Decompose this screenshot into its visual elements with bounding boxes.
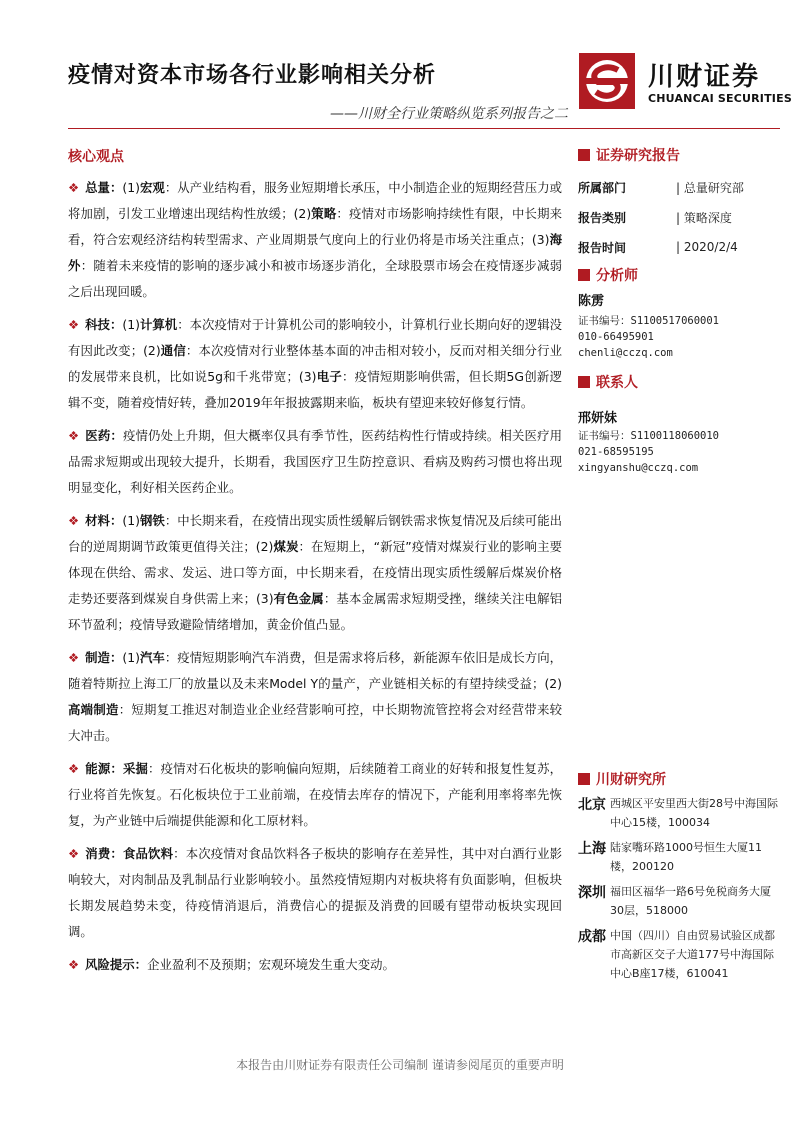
diamond-bullet-icon: ❖ bbox=[68, 428, 80, 443]
core-view-paragraph bbox=[68, 423, 562, 501]
term-label: 通信 bbox=[160, 343, 186, 358]
term-label: 宏观 bbox=[139, 180, 165, 195]
term-label: 电子 bbox=[316, 369, 343, 384]
institute-block bbox=[578, 768, 788, 989]
term-label: 风险提示： bbox=[85, 957, 148, 972]
chuancai-logo-icon bbox=[578, 52, 636, 110]
core-view-paragraph bbox=[68, 508, 562, 638]
office-shenzhen: 深圳 福田区福华一路6号免税商务大厦30层，518000 bbox=[578, 885, 771, 917]
paragraph-text: ：本次疫情对于计算机公司的影响较小，计算机行业长期向好的逻辑没有因此改变；(2) bbox=[68, 317, 563, 358]
term-label: 海外 bbox=[68, 232, 562, 273]
term-label: 汽车 bbox=[139, 650, 165, 665]
core-view-paragraph bbox=[68, 312, 562, 416]
info-row-category: 报告类别 | 策略深度 bbox=[578, 210, 732, 225]
paragraph-text: ：随着未来疫情的影响的逐步减小和被市场逐步消化，全球股票市场会在疫情逐步减弱之后出现回暖。 bbox=[68, 258, 563, 299]
term-label: 有色金属 bbox=[273, 591, 324, 606]
paragraph-text: ：疫情对市场影响持续性有限，中长期来看，符合宏观经济结构转型需求、产业周期景气度向上的行业仍将是市场关注重点；(3) bbox=[68, 206, 563, 247]
core-view-paragraph bbox=[68, 841, 562, 945]
paragraph-text: ：本次疫情对食品饮料各子板块的影响存在差异性，其中对白酒行业影响较大，对肉制品及乳制品行业影响较小。虽然疫情短期内对板块将有负面影响，但板块长期发展趋势未变，待疫情消退后，消费信心的提振及消费的回暖有望带动板块实现回调。 bbox=[68, 846, 563, 939]
contact-name: 邢妍妹 bbox=[578, 411, 618, 426]
diamond-bullet-icon: ❖ bbox=[68, 317, 80, 332]
square-bullet-icon bbox=[578, 269, 590, 281]
header-divider bbox=[68, 128, 780, 129]
paragraph-text: ：疫情短期影响汽车消费，但是需求将后移，新能源车依旧是成长方向，随着特斯拉上海工厂的放量以及未来Model Y的量产，产业链相关标的有望持续受益；(2) bbox=[68, 650, 563, 691]
paragraph-text: ：本次疫情对行业整体基本面的冲击相对较小，反而对相关细分行业的发展带来良机，比如说5g和千兆带宽；(3) bbox=[68, 343, 563, 384]
office-shanghai: 上海 陆家嘴环路1000号恒生大厦11楼，200120 bbox=[578, 841, 762, 873]
diamond-bullet-icon: ❖ bbox=[68, 180, 80, 195]
term-label: 科技： bbox=[85, 317, 123, 332]
office-chengdu: 成都 中国（四川）自由贸易试验区成都市高新区交子大道177号中海国际中心B座17楼，610041 bbox=[578, 929, 775, 980]
core-views-body bbox=[68, 175, 562, 985]
office-beijing: 北京 西城区平安里西大街28号中海国际中心15楼，100034 bbox=[578, 797, 778, 829]
contact-section-heading: 联系人 bbox=[578, 371, 788, 393]
term-label: 采掘 bbox=[122, 761, 149, 776]
paragraph-text: ：在短期上，“新冠”疫情对煤炭行业的影响主要体现在供给、需求、发运、进口等方面，中长期来看，在疫情出现实质性缓解后煤炭价格走势还要落到煤炭自身供需上来；(3) bbox=[68, 539, 562, 606]
paragraph-text: (1) bbox=[122, 180, 140, 195]
contact-email[interactable]: xingyanshu@cczq.com bbox=[578, 462, 699, 474]
footer-disclaimer: 本报告由川财证券有限责任公司编制 谨请参阅尾页的重要声明 bbox=[236, 1058, 564, 1072]
diamond-bullet-icon: ❖ bbox=[68, 650, 80, 665]
paragraph-text: 企业盈利不及预期；宏观环境发生重大变动。 bbox=[147, 957, 395, 972]
logo-chinese-text: 川财证券 bbox=[648, 62, 761, 92]
contact-phone: 021-68595195 bbox=[578, 446, 654, 458]
paragraph-text: ：疫情对石化板块的影响偏向短期，后续随着工商业的好转和报复性复苏，行业将首先恢复。石化板块位于工业前端，在疫情去库存的情况下，产能利用率将率先恢复，为产业链中后端提供能源和化工原材料。 bbox=[68, 761, 563, 828]
paragraph-text: ：从产业结构看，服务业短期增长承压，中小制造企业的短期经营压力或将加剧，引发工业增速出现结构性放缓；(2) bbox=[68, 180, 563, 221]
institute-section-heading: 川财研究所 bbox=[578, 768, 788, 790]
core-views-heading: 核心观点 bbox=[68, 149, 124, 165]
core-view-paragraph bbox=[68, 952, 562, 978]
term-label: 医药： bbox=[85, 428, 123, 443]
term-label: 食品饮料 bbox=[122, 846, 174, 861]
term-label: 钢铁 bbox=[139, 513, 165, 528]
term-label: 消费： bbox=[85, 846, 123, 861]
term-label: 制造： bbox=[85, 650, 123, 665]
analyst-section-heading: 分析师 bbox=[578, 264, 788, 286]
term-label: 材料： bbox=[85, 513, 123, 528]
diamond-bullet-icon: ❖ bbox=[68, 513, 80, 528]
paragraph-text: (1) bbox=[122, 513, 140, 528]
company-logo bbox=[578, 52, 792, 112]
paragraph-text: ：疫情短期影响供需，但长期5G创新逻辑不变，随着疫情好转，叠加2019年年报披露期来临，板块有望迎来较好修复行情。 bbox=[68, 369, 562, 410]
core-view-paragraph bbox=[68, 756, 562, 834]
analyst-name: 陈雳 bbox=[578, 294, 605, 309]
term-label: 总量： bbox=[85, 180, 123, 195]
term-label: 策略 bbox=[311, 206, 337, 221]
paragraph-text: ：中长期来看，在疫情出现实质性缓解后钢铁需求恢复情况及后续可能出台的逆周期调节政策更值得关注；(2) bbox=[68, 513, 563, 554]
core-view-paragraph bbox=[68, 645, 562, 749]
report-title: 疫情对资本市场各行业影响相关分析 bbox=[68, 63, 437, 88]
diamond-bullet-icon: ❖ bbox=[68, 846, 80, 861]
analyst-phone: 010-66495901 bbox=[578, 331, 654, 343]
diamond-bullet-icon: ❖ bbox=[68, 957, 80, 972]
square-bullet-icon bbox=[578, 149, 590, 161]
paragraph-text: (1) bbox=[122, 317, 140, 332]
paragraph-text: ：基本金属需求短期受挫，继续关注电解铝环节盈利；疫情导致避险情绪增加，黄金价值凸显。 bbox=[68, 591, 563, 632]
info-row-date: 报告时间 | 2020/2/4 bbox=[578, 240, 738, 255]
square-bullet-icon bbox=[578, 376, 590, 388]
core-view-paragraph bbox=[68, 175, 562, 305]
contact-cert: 证书编号：S1100118060010 bbox=[578, 430, 720, 442]
paragraph-text: ：短期复工推迟对制造业企业经营影响可控，中长期物流管控将会对经营带来较大冲击。 bbox=[68, 702, 563, 743]
logo-english-text: CHUANCAI SECURITIES bbox=[648, 92, 792, 105]
paragraph-text: (1) bbox=[122, 650, 140, 665]
paragraph-text: 疫情仍处上升期，但大概率仅具有季节性，医药结构性行情或持续。相关医疗用品需求短期或出现较大提升，长期看，我国医疗卫生防控意识、看病及购药习惯也将出现明显变化，利好相关医药企业。 bbox=[68, 428, 563, 495]
term-label: 计算机 bbox=[139, 317, 178, 332]
term-label: 能源： bbox=[85, 761, 123, 776]
analyst-cert: 证书编号：S1100517060001 bbox=[578, 315, 720, 327]
term-label: 煤炭 bbox=[273, 539, 299, 554]
analyst-email[interactable]: chenli@cczq.com bbox=[578, 347, 673, 359]
info-row-department: 所属部门 | 总量研究部 bbox=[578, 180, 744, 195]
term-label: 高端制造 bbox=[68, 702, 119, 717]
sidebar bbox=[578, 144, 788, 476]
square-bullet-icon bbox=[578, 773, 590, 785]
diamond-bullet-icon: ❖ bbox=[68, 761, 80, 776]
report-section-heading: 证券研究报告 bbox=[578, 144, 788, 166]
report-subtitle: ——川财全行业策略纵览系列报告之二 bbox=[330, 106, 568, 122]
